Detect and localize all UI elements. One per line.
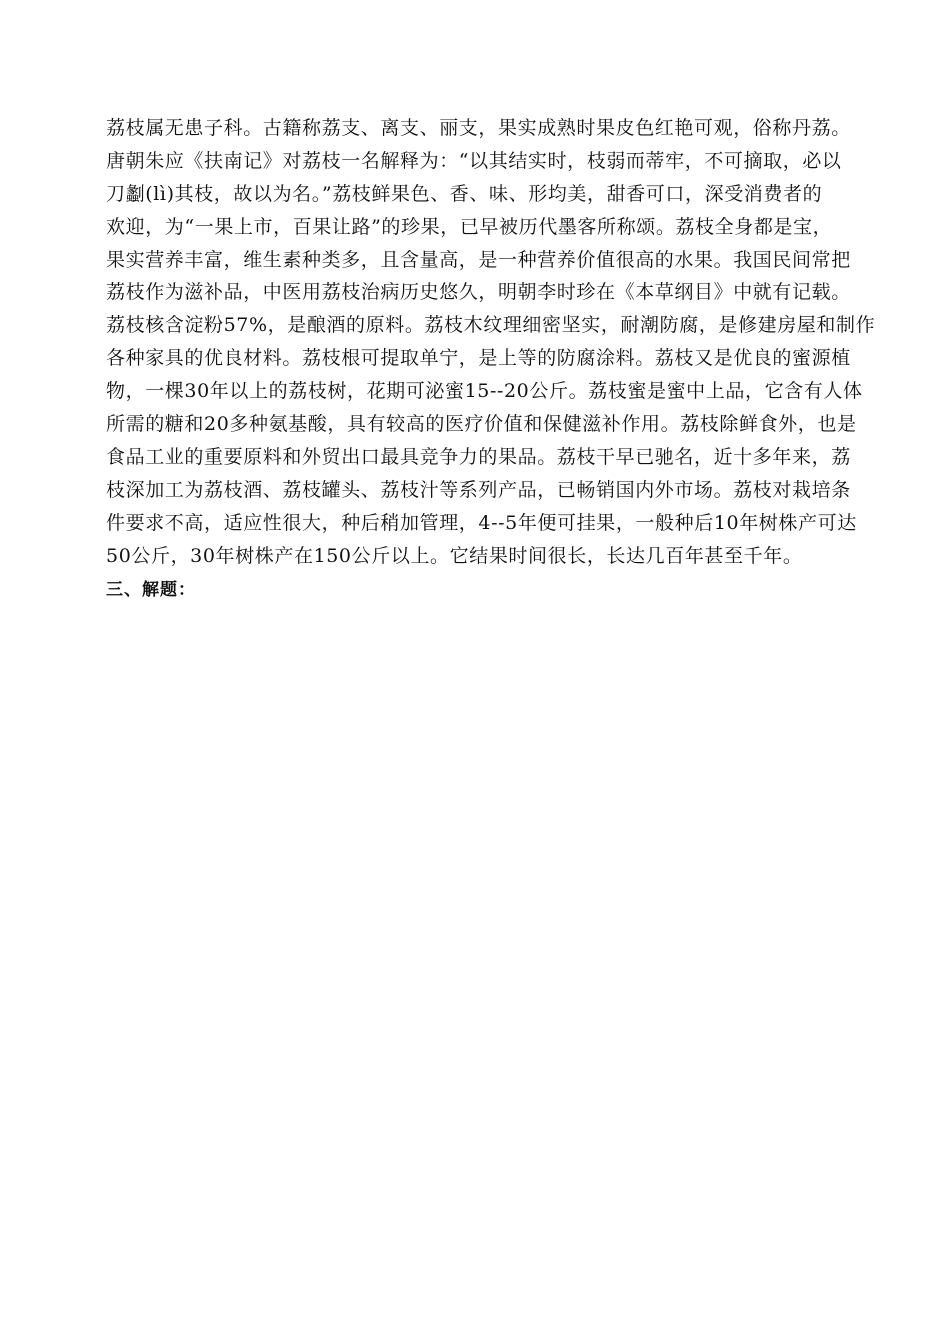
paragraph-line: 件要求不高，适应性很大，种后稍加管理，4--5年便可挂果，一般种后10年树株产可达: [106, 511, 857, 534]
paragraph-line: 欢迎，为“一果上市，百果让路”的珍果，已早被历代墨客所称颂。荔枝全身都是宝，: [106, 215, 833, 238]
paragraph-line: 50公斤，30年树株产在150公斤以上。它结果时间很长，长达几百年甚至千年。: [106, 544, 803, 567]
paragraph-line: 荔枝属无患子科。古籍称荔支、离支、丽支，果实成熟时果皮色红艳可观，俗称丹荔。: [106, 117, 851, 139]
paragraph-line: 所需的糖和20多种氨基酸，具有较高的医疗价值和保健滋补作用。荔枝除鲜食外，也是: [106, 413, 857, 436]
paragraph-line: 荔枝核含淀粉57%，是酿酒的原料。荔枝木纹理细密坚实，耐潮防腐，是修建房屋和制作: [106, 314, 876, 337]
document-body: [106, 112, 876, 607]
section-heading: 三、解题：: [106, 580, 196, 601]
paragraph-line: 唐朝朱应《扶南记》对荔枝一名解释为：“以其结实时，枝弱而蒂牢，不可摘取，必以: [106, 149, 842, 172]
paragraph-line: 各种家具的优良材料。荔枝根可提取单宁，是上等的防腐涂料。荔枝又是优良的蜜源植: [106, 347, 851, 370]
paragraph-line: 刀劙(lì)其枝，故以为名。”荔枝鲜果色、香、味、形均美，甜香可口，深受消费者的: [106, 182, 823, 205]
paragraph-line: 果实营养丰富，维生素种类多，且含量高，是一种营养价值很高的水果。我国民间常把: [106, 248, 851, 271]
paragraph-line: 食品工业的重要原料和外贸出口最具竞争力的果品。荔枝干早已驰名，近十多年来，荔: [106, 445, 851, 468]
paragraph-line: 枝深加工为荔枝酒、荔枝罐头、荔枝汁等系列产品，已畅销国内外市场。荔枝对栽培条: [106, 478, 851, 501]
paragraph-line: 物，一棵30年以上的荔枝树，花期可泌蜜15--20公斤。荔枝蜜是蜜中上品，它含有人体: [106, 380, 863, 403]
paragraph-line: 荔枝作为滋补品，中医用荔枝治病历史悠久，明朝李时珍在《本草纲目》中就有记载。: [106, 281, 851, 304]
